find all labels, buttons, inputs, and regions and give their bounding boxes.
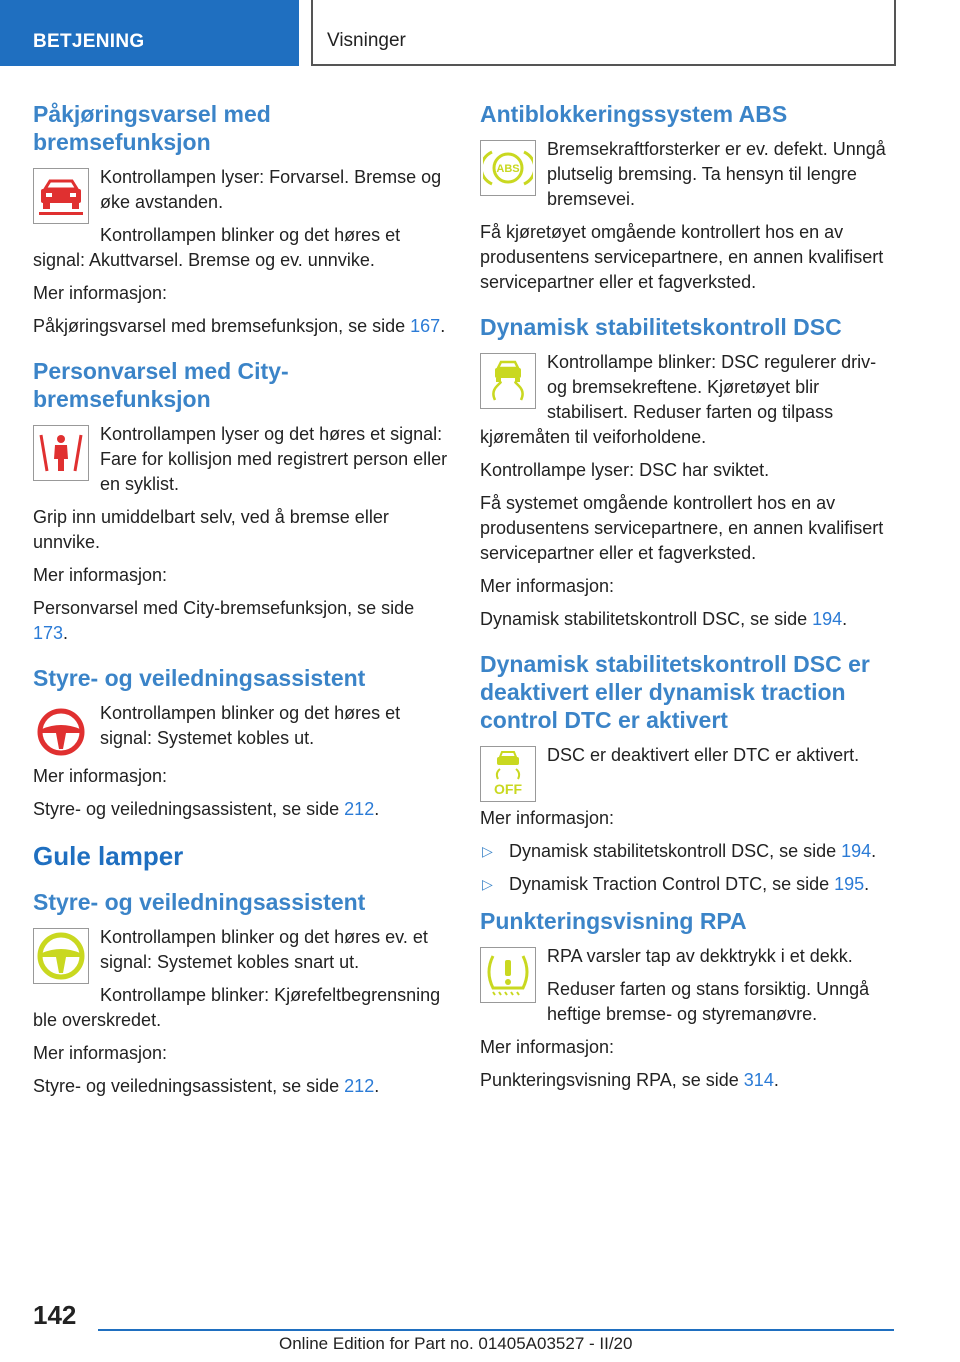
more-info-label: Mer informasjon: — [33, 766, 168, 786]
tire-pressure-warning-icon — [480, 947, 536, 1003]
more-info-label: Mer informasjon: — [480, 808, 615, 828]
page-link[interactable]: 314 — [743, 1070, 774, 1090]
more-info-label: Mer informasjon: — [33, 565, 168, 585]
section-rpa — [480, 907, 898, 1093]
more-info-label: Mer informasjon: — [33, 1043, 168, 1063]
bullet-triangle-icon: ▷ — [482, 876, 493, 892]
paragraph: Kontrollampen lyser: Forvarsel. Bremse og øke avstanden. — [100, 167, 442, 212]
paragraph: Kontrollampen lyser og det høres et signal: Fare for kollisjon med registrert person eller en syklist. — [100, 424, 448, 494]
paragraph: Kontrollampe lyser: DSC har sviktet. — [480, 460, 770, 480]
paragraph: Få systemet omgående kontrollert hos en av produsentens servicepartnere, en annen kvalifisert servicepartner eller et fagverksted. — [480, 493, 884, 563]
page-link[interactable]: 195 — [834, 874, 865, 894]
dsc-off-icon — [480, 746, 536, 802]
section-title: Antiblokkeringssystem ABS — [480, 101, 788, 127]
right-column — [480, 100, 898, 1111]
section-title: Personvarsel med City-bremsefunksjon — [33, 358, 289, 412]
footer-divider — [98, 1329, 894, 1331]
paragraph: Bremsekraftforsterker er ev. defekt. Unngå plutselig bremsing. Ta hensyn til lengre bremsevei. — [547, 139, 886, 209]
cross-reference: Punkteringsvisning RPA, se side 314. — [480, 1070, 779, 1090]
section-steering-assistant-red — [33, 664, 451, 822]
page-link[interactable]: 173 — [33, 623, 64, 643]
more-info-label: Mer informasjon: — [480, 576, 615, 596]
paragraph: Kontrollampen blinker og det høres et signal: Systemet kobles ut. — [100, 703, 401, 748]
paragraph: Kontrollampen blinker og det høres ev. et signal: Systemet kobles snart ut. — [100, 927, 428, 972]
abs-icon — [480, 140, 536, 196]
cross-reference: Styre- og veiledningsassistent, se side 212. — [33, 1076, 380, 1096]
steering-wheel-yellow-icon — [33, 928, 89, 984]
chapter-heading-yellow-lamps: Gule lamper — [33, 841, 184, 871]
page-link[interactable]: 212 — [344, 799, 375, 819]
car-collision-warning-icon — [33, 168, 89, 224]
more-info-label: Mer informasjon: — [480, 1037, 615, 1057]
paragraph: Grip inn umiddelbart selv, ved å bremse eller unnvike. — [33, 507, 389, 552]
bullet-triangle-icon: ▷ — [482, 843, 493, 859]
abs-icon-label: ABS — [496, 163, 520, 175]
cross-reference: Styre- og veiledningsassistent, se side 212. — [33, 799, 380, 819]
page-link[interactable]: 194 — [812, 609, 843, 629]
page-number: 142 — [33, 1300, 77, 1330]
cross-reference: Påkjøringsvarsel med bremsefunksjon, se side 167. — [33, 316, 446, 336]
dsc-skid-icon — [480, 353, 536, 409]
header-title: Visninger — [327, 30, 406, 51]
section-pedestrian-warning — [33, 357, 451, 646]
section-title: Styre- og veiledningsassistent — [33, 665, 366, 691]
section-title: Påkjøringsvarsel med bremsefunksjon — [33, 101, 271, 155]
paragraph: DSC er deaktivert eller DTC er aktivert. — [547, 745, 860, 765]
cross-reference: Personvarsel med City-bremsefunksjon, se side 173. — [33, 598, 415, 643]
header-title-box — [311, 0, 896, 66]
paragraph: Kontrollampe blinker: DSC regulerer driv- og bremsekreftene. Kjøretøyet blir stabilisert. Reduser farten og tilpass kjøremåten til veiforholdene. — [480, 352, 877, 447]
section-steering-assistant-yellow — [33, 888, 451, 1099]
cross-reference: Dynamisk stabilitetskontroll DSC, se side 194. — [480, 609, 848, 629]
more-info-label: Mer informasjon: — [33, 283, 168, 303]
left-column — [33, 100, 451, 1117]
header-section-tab — [0, 0, 299, 66]
paragraph: Få kjøretøyet omgående kontrollert hos en av produsentens servicepartnere, en annen kvalifisert servicepartner eller et fagverksted. — [480, 222, 884, 292]
steering-wheel-red-icon — [33, 704, 89, 760]
paragraph: Kontrollampen blinker og det høres et signal: Akuttvarsel. Bremse og ev. unnvike. — [33, 225, 401, 270]
section-abs — [480, 100, 898, 295]
section-title: Dynamisk stabilitetskontroll DSC — [480, 314, 842, 340]
page-link[interactable]: 212 — [344, 1076, 375, 1096]
page-link[interactable]: 167 — [410, 316, 441, 336]
paragraph: Reduser farten og stans forsiktig. Unngå heftige bremse- og styremanøvre. — [547, 979, 870, 1024]
header-section-label: BETJENING — [33, 31, 145, 52]
section-collision-warning — [33, 100, 451, 339]
page-link[interactable]: 194 — [841, 841, 872, 861]
dsc-off-icon-label: OFF — [494, 781, 522, 797]
bullet-item: ▷ Dynamisk Traction Control DTC, se side 195. — [480, 872, 898, 897]
section-dsc — [480, 313, 898, 632]
section-title: Punkteringsvisning RPA — [480, 908, 747, 934]
paragraph: RPA varsler tap av dekktrykk i et dekk. — [547, 946, 853, 966]
paragraph: Kontrollampe blinker: Kjørefeltbegrensning ble overskredet. — [33, 985, 441, 1030]
section-dsc-off-dtc — [480, 650, 898, 897]
footer-edition: Online Edition for Part no. 01405A03527 - II/20 — [279, 1334, 633, 1353]
section-title: Styre- og veiledningsassistent — [33, 889, 366, 915]
pedestrian-warning-icon — [33, 425, 89, 481]
bullet-item: ▷ Dynamisk stabilitetskontroll DSC, se side 194. — [480, 839, 898, 864]
section-title: Dynamisk stabilitetskontroll DSC er deaktivert eller dynamisk traction control DTC er aktivert — [480, 651, 870, 733]
